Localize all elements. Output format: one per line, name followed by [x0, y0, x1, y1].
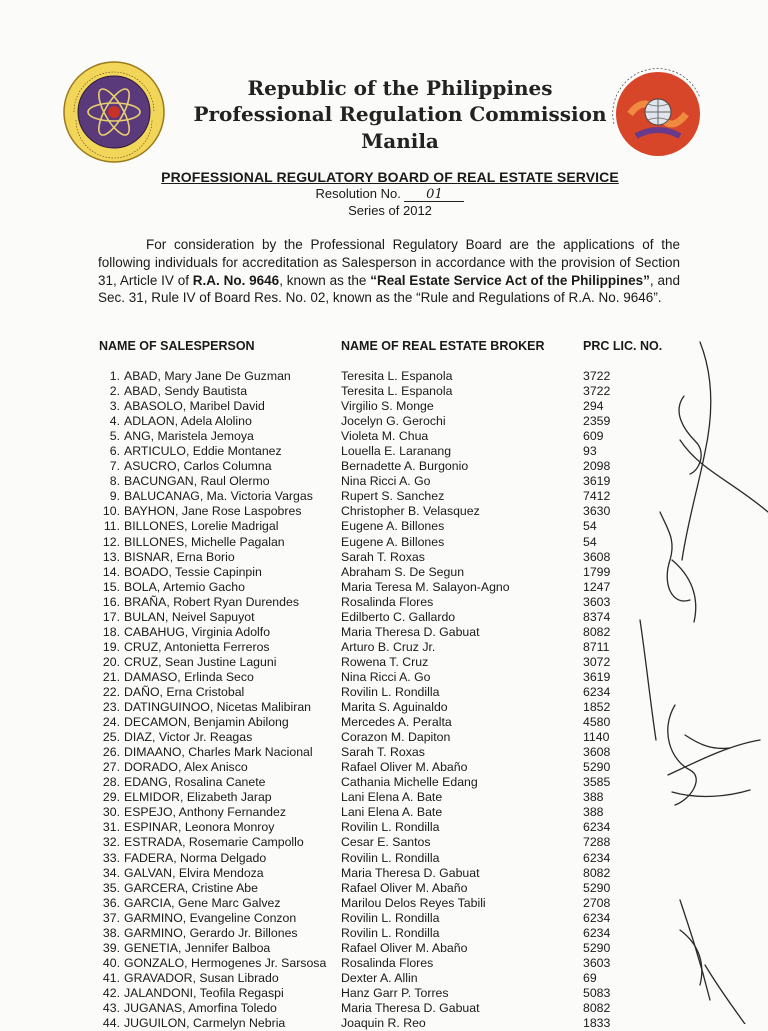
broker-name: Abraham S. De Segun — [341, 564, 465, 579]
salesperson-name: BILLONES, Michelle Pagalan — [124, 534, 285, 549]
broker-name: Maria Theresa D. Gabuat — [341, 865, 480, 880]
salesperson-name: FADERA, Norma Delgado — [124, 850, 267, 865]
row-number: 22. — [102, 684, 120, 699]
salesperson-name: ASUCRO, Carlos Columna — [124, 459, 272, 474]
salesperson-name: BILLONES, Lorelie Madrigal — [124, 519, 279, 534]
row-number: 37. — [102, 910, 120, 925]
broker-name: Christopher B. Velasquez — [341, 504, 480, 519]
salesperson-name: DORADO, Alex Anisco — [124, 760, 248, 775]
salesperson-name: DECAMON, Benjamin Abilong — [124, 715, 289, 730]
row-number: 36. — [102, 895, 120, 910]
salesperson-name: DAMASO, Erlinda Seco — [124, 669, 254, 684]
salesperson-name: ESPEJO, Anthony Fernandez — [124, 805, 287, 820]
license-number: 1833 — [583, 1016, 611, 1031]
license-number: 7288 — [583, 835, 611, 850]
broker-name: Nina Ricci A. Go — [341, 669, 431, 684]
license-number: 388 — [583, 805, 604, 820]
license-number: 8711 — [583, 639, 610, 654]
row-number: 7. — [109, 459, 120, 474]
broker-name: Rafael Oliver M. Abaño — [341, 880, 468, 895]
broker-name: Edilberto C. Gallardo — [341, 609, 456, 624]
salesperson-name: ARTICULO, Eddie Montanez — [124, 444, 282, 459]
row-number: 16. — [102, 594, 120, 609]
row-number: 28. — [102, 775, 120, 790]
paragraph-part2: , known as the — [279, 272, 371, 288]
paragraph-ra-number: R.A. No. 9646 — [192, 272, 280, 288]
row-number: 26. — [102, 745, 120, 760]
column-header-salesperson: NAME OF SALESPERSON — [99, 339, 255, 353]
broker-name: Rafael Oliver M. Abaño — [341, 940, 468, 955]
salesperson-name: CRUZ, Antonietta Ferreros — [124, 639, 270, 654]
broker-name: Teresita L. Espanola — [341, 369, 453, 383]
license-number: 5290 — [583, 880, 611, 895]
license-number: 93 — [583, 444, 597, 459]
salesperson-name: BOLA, Artemio Gacho — [124, 579, 245, 594]
salesperson-name: CRUZ, Sean Justine Laguni — [124, 654, 277, 669]
salesperson-name: BALUCANAG, Ma. Victoria Vargas — [124, 489, 313, 504]
resolution-label: Resolution No. — [315, 186, 401, 201]
row-number: 1. — [109, 369, 120, 383]
broker-name: Rovilin L. Rondilla — [341, 850, 440, 865]
row-number: 31. — [102, 820, 120, 835]
broker-name: Rosalinda Flores — [341, 594, 434, 609]
broker-name: Louella E. Laranang — [341, 444, 452, 459]
license-number: 3722 — [583, 369, 611, 383]
license-number: 5083 — [583, 985, 611, 1000]
row-number: 12. — [102, 534, 120, 549]
broker-name: Eugene A. Billones — [341, 534, 445, 549]
row-number: 33. — [102, 850, 120, 865]
license-number: 1799 — [583, 564, 611, 579]
row-number: 4. — [109, 414, 120, 429]
row-number: 29. — [102, 790, 120, 805]
salesperson-name: ABAD, Sendy Bautista — [124, 384, 248, 399]
column-header-license: PRC LIC. NO. — [583, 339, 663, 353]
salesperson-name: BISNAR, Erna Borio — [124, 549, 235, 564]
salesperson-name: ADLAON, Adela Alolino — [124, 414, 252, 429]
license-number: 1852 — [583, 700, 611, 715]
license-number: 5290 — [583, 940, 611, 955]
row-number: 30. — [102, 805, 120, 820]
salesperson-name: BULAN, Neivel Sapuyot — [124, 609, 255, 624]
row-number: 24. — [102, 715, 120, 730]
salesperson-name: GARMINO, Gerardo Jr. Billones — [124, 925, 298, 940]
broker-name: Virgilio S. Monge — [341, 399, 434, 414]
salesperson-name: ESTRADA, Rosemarie Campollo — [124, 835, 304, 850]
salesperson-name: ANG, Maristela Jemoya — [124, 429, 254, 444]
series-year: Series of 2012 — [348, 203, 432, 218]
license-number: 54 — [583, 534, 597, 549]
paragraph-part3: , and Sec. 31, Rule IV of Board Res. No. 02, known as the “Rule and Regulations of R.A. No. 9646”. — [98, 272, 681, 306]
salesperson-name: GENETIA, Jennifer Balboa — [124, 940, 271, 955]
resolution-number: 01 — [404, 188, 464, 202]
row-number: 34. — [102, 865, 120, 880]
broker-name: Marita S. Aguinaldo — [341, 700, 448, 715]
license-number: 8374 — [583, 609, 611, 624]
salesperson-name: DIAZ, Victor Jr. Reagas — [124, 730, 253, 745]
license-number: 8082 — [583, 624, 611, 639]
paragraph-part1: For consideration by the Professional Regulatory Board are the applications of the following individuals for accreditation as Salesperson in accordance with the provision of Section 31, Article IV of — [98, 237, 680, 288]
broker-name: Sarah T. Roxas — [341, 745, 425, 760]
row-number: 43. — [102, 1000, 120, 1015]
broker-name: Cesar E. Santos — [341, 835, 431, 850]
row-number: 19. — [102, 639, 120, 654]
broker-name: Teresita L. Espanola — [341, 384, 453, 399]
license-number: 5290 — [583, 760, 611, 775]
license-number: 609 — [583, 429, 604, 444]
license-number: 6234 — [583, 850, 611, 865]
broker-name: Hanz Garr P. Torres — [341, 985, 449, 1000]
row-number: 25. — [102, 730, 120, 745]
row-number: 27. — [102, 760, 120, 775]
header-republic: Republic of the Philippines — [247, 76, 553, 100]
license-number: 3603 — [583, 955, 611, 970]
row-number: 40. — [102, 955, 120, 970]
broker-name: Rowena T. Cruz — [341, 654, 429, 669]
salesperson-name: GARMINO, Evangeline Conzon — [124, 910, 297, 925]
salesperson-name: DATINGUINOO, Nicetas Malibiran — [124, 700, 311, 715]
broker-name: Maria Teresa M. Salayon-Agno — [341, 579, 510, 594]
salesperson-name: GRAVADOR, Susan Librado — [124, 970, 279, 985]
license-number: 8082 — [583, 865, 611, 880]
broker-name: Rosalinda Flores — [341, 955, 434, 970]
license-number: 6234 — [583, 910, 611, 925]
broker-name: Rafael Oliver M. Abaño — [341, 760, 468, 775]
row-number: 21. — [102, 669, 120, 684]
broker-name: Cathania Michelle Edang — [341, 775, 478, 790]
broker-name: Dexter A. Allin — [341, 970, 418, 985]
row-number: 11. — [103, 519, 120, 534]
broker-name: Nina Ricci A. Go — [341, 474, 431, 489]
row-number: 15. — [102, 579, 120, 594]
license-number: 294 — [583, 399, 604, 414]
salesperson-name: GONZALO, Hermogenes Jr. Sarsosa — [124, 955, 327, 970]
license-number: 3722 — [583, 384, 611, 399]
salesperson-name: ESPINAR, Leonora Monroy — [124, 820, 275, 835]
row-number: 35. — [102, 880, 120, 895]
broker-name: Rovilin L. Rondilla — [341, 820, 440, 835]
salesperson-name: ELMIDOR, Elizabeth Jarap — [124, 790, 272, 805]
row-number: 6. — [109, 444, 120, 459]
board-title: PROFESSIONAL REGULATORY BOARD OF REAL ESTATE SERVICE — [161, 169, 619, 185]
broker-name: Jocelyn G. Gerochi — [341, 414, 446, 429]
row-number: 32. — [102, 835, 120, 850]
license-number: 3072 — [583, 654, 611, 669]
row-number: 14. — [102, 564, 120, 579]
license-number: 6234 — [583, 925, 611, 940]
broker-name: Mercedes A. Peralta — [341, 715, 452, 730]
row-number: 5. — [109, 429, 120, 444]
broker-name: Rovilin L. Rondilla — [341, 910, 440, 925]
row-number: 3. — [109, 399, 120, 414]
license-number: 1247 — [583, 579, 611, 594]
salesperson-name: GARCERA, Cristine Abe — [124, 880, 258, 895]
salesperson-name: JALANDONI, Teofila Regaspi — [124, 985, 284, 1000]
license-number: 2708 — [583, 895, 611, 910]
license-number: 7412 — [583, 489, 611, 504]
license-number: 1140 — [583, 730, 610, 745]
row-number: 8. — [109, 474, 120, 489]
row-number: 42. — [102, 985, 120, 1000]
row-number: 18. — [102, 624, 120, 639]
broker-name: Lani Elena A. Bate — [341, 805, 443, 820]
broker-name: Sarah T. Roxas — [341, 549, 425, 564]
license-number: 2098 — [583, 459, 611, 474]
row-number: 20. — [102, 654, 120, 669]
salesperson-name: BAYHON, Jane Rose Laspobres — [124, 504, 302, 519]
row-number: 10. — [102, 504, 120, 519]
license-number: 6234 — [583, 820, 611, 835]
salesperson-name: GALVAN, Elvira Mendoza — [124, 865, 264, 880]
salesperson-name: BOADO, Tessie Capinpin — [124, 564, 262, 579]
row-number: 23. — [102, 700, 120, 715]
license-number: 3630 — [583, 504, 611, 519]
broker-name: Maria Theresa D. Gabuat — [341, 624, 480, 639]
column-header-broker: NAME OF REAL ESTATE BROKER — [341, 339, 545, 353]
broker-name: Joaquin R. Reo — [341, 1016, 426, 1031]
salesperson-name: BRAÑA, Robert Ryan Durendes — [124, 594, 299, 609]
broker-name: Rupert S. Sanchez — [341, 489, 445, 504]
license-number: 3585 — [583, 775, 611, 790]
broker-name: Rovilin L. Rondilla — [341, 684, 440, 699]
row-number: 44. — [102, 1016, 120, 1031]
license-number: 3603 — [583, 594, 611, 609]
paragraph-act-title: “Real Estate Service Act of the Philippines” — [370, 272, 650, 288]
license-number: 3619 — [583, 669, 611, 684]
header-city: Manila — [361, 129, 439, 153]
salesperson-name: DIMAANO, Charles Mark Nacional — [124, 745, 313, 760]
salesperson-name: JUGUILON, Carmelyn Nebria — [124, 1016, 286, 1031]
header-commission: Professional Regulation Commission — [193, 102, 607, 126]
broker-name: Lani Elena A. Bate — [341, 790, 443, 805]
salesperson-name: GARCIA, Gene Marc Galvez — [124, 895, 281, 910]
license-number: 6234 — [583, 684, 611, 699]
broker-name: Arturo B. Cruz Jr. — [341, 639, 436, 654]
license-number: 3608 — [583, 745, 611, 760]
license-number: 3619 — [583, 474, 611, 489]
broker-name: Rovilin L. Rondilla — [341, 925, 440, 940]
row-number: 2. — [109, 384, 120, 399]
broker-name: Eugene A. Billones — [341, 519, 445, 534]
license-number: 388 — [583, 790, 604, 805]
broker-name: Maria Theresa D. Gabuat — [341, 1000, 480, 1015]
broker-name: Marilou Delos Reyes Tabili — [341, 895, 486, 910]
row-number: 13. — [102, 549, 120, 564]
license-number: 69 — [583, 970, 597, 985]
salesperson-name: ABAD, Mary Jane De Guzman — [124, 369, 291, 383]
license-number: 54 — [583, 519, 597, 534]
row-number: 39. — [102, 940, 120, 955]
salesperson-name: ABASOLO, Maribel David — [124, 399, 265, 414]
license-number: 4580 — [583, 715, 611, 730]
salesperson-name: DAÑO, Erna Cristobal — [124, 684, 245, 699]
row-number: 41. — [102, 970, 120, 985]
salesperson-name: CABAHUG, Virginia Adolfo — [124, 624, 271, 639]
salesperson-name: EDANG, Rosalina Canete — [124, 775, 266, 790]
broker-name: Corazon M. Dapiton — [341, 730, 451, 745]
salesperson-name: JUGANAS, Amorfina Toledo — [124, 1000, 277, 1015]
broker-name: Bernadette A. Burgonio — [341, 459, 469, 474]
row-number: 17. — [102, 609, 120, 624]
broker-name: Violeta M. Chua — [341, 429, 429, 444]
license-number: 3608 — [583, 549, 611, 564]
license-number: 8082 — [583, 1000, 611, 1015]
license-number: 2359 — [583, 414, 611, 429]
row-number: 9. — [109, 489, 120, 504]
row-number: 38. — [102, 925, 120, 940]
salesperson-name: BACUNGAN, Raul Olermo — [124, 474, 270, 489]
